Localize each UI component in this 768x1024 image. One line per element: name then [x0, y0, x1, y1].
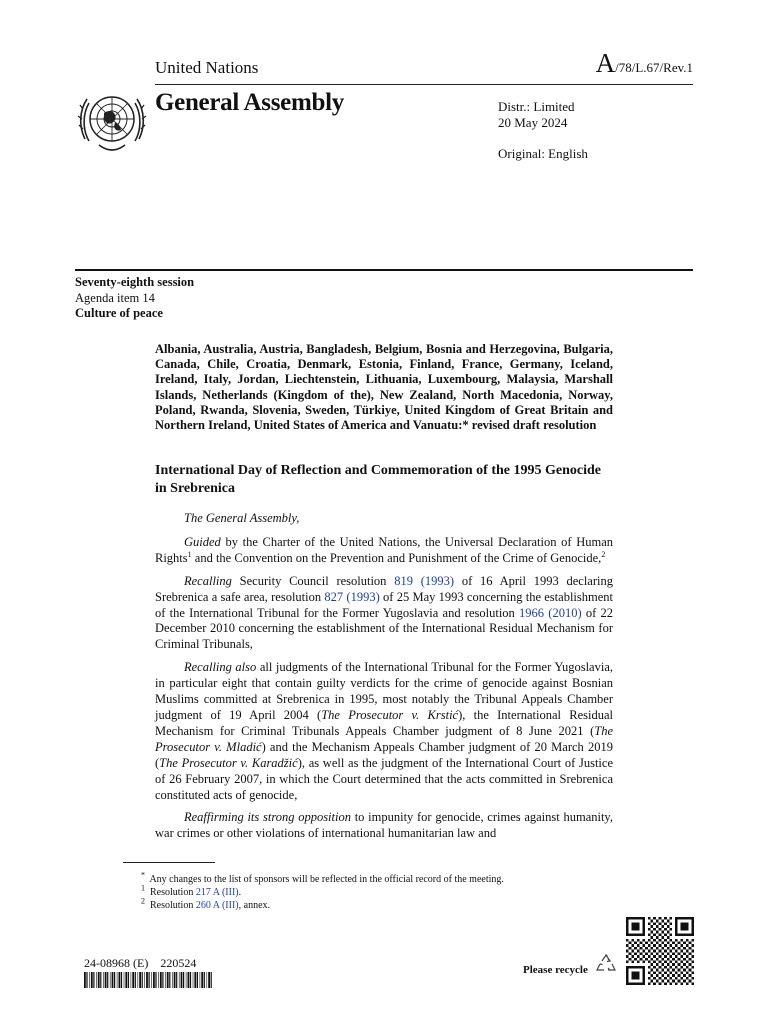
recycle-icon: [594, 952, 618, 978]
job-number: [84, 956, 196, 971]
qr-code-icon[interactable]: [626, 916, 694, 986]
footnote-star: [141, 870, 601, 886]
footnote-ref[interactable]: 1: [187, 549, 192, 559]
footnote-mark: *: [141, 870, 145, 880]
paragraph-text: by the Charter of the United Nations, the Universal Declaration of Human Rights: [155, 534, 613, 565]
footnote-link-260[interactable]: 260 A (III): [195, 900, 239, 911]
case-name: The Prosecutor v. Krstić: [321, 707, 459, 722]
original-language: Original: English: [498, 146, 588, 161]
footnote-text: , annex.: [238, 900, 271, 911]
footnote-text: .: [238, 887, 242, 898]
paragraph-text: ), as well as the judgment of the International Court of Justice of 26 February 2007, in which the Court determined that the acts committed in Srebrenica constituted acts of genocide,: [155, 755, 613, 802]
paragraph-lead: Recalling: [184, 573, 232, 588]
resolution-link-819[interactable]: 819 (1993): [394, 573, 455, 588]
distribution-block: [498, 99, 588, 162]
paragraph-text: and the Convention on the Prevention and Punishment of the Crime of Genocide,: [191, 550, 602, 565]
paragraph-text: ), the International Residual Mechanism for Criminal Tribunals Appeals Chamber judgment of 8 June 2021 (: [155, 707, 613, 738]
paragraph-guided: [155, 535, 613, 567]
resolution-link-827[interactable]: 827 (1993): [324, 589, 380, 604]
agenda-topic: Culture of peace: [75, 306, 163, 320]
paragraph-recalling-also: [155, 660, 613, 803]
session-block: [75, 275, 194, 322]
footnote-1: [141, 883, 601, 899]
job-number-text: 24-08968 (E): [84, 956, 149, 970]
footnote-2: [141, 896, 601, 912]
footnote-link-217[interactable]: 217 A (III): [195, 887, 239, 898]
distribution-status: Distr.: Limited: [498, 99, 575, 114]
barcode-icon: [84, 972, 212, 988]
un-emblem-icon: [77, 89, 147, 155]
symbol-prefix: A: [595, 48, 616, 78]
paragraph-lead: Recalling also: [184, 660, 257, 675]
footnote-ref[interactable]: 2: [601, 549, 606, 559]
paragraph-intro: [155, 511, 613, 527]
agenda-item: Agenda item 14: [75, 290, 155, 305]
document-date: 20 May 2024: [498, 115, 568, 130]
paragraph-reaffirming: [155, 810, 613, 842]
paragraph-lead: Guided: [184, 534, 221, 549]
intro-text: The General Assembly,: [184, 511, 300, 525]
job-date: 220524: [160, 956, 197, 970]
footnote-rule: [123, 862, 215, 863]
session-name: Seventy-eighth session: [75, 275, 195, 289]
paragraph-text: ) and the Mechanism Appeals Chamber judgment of 20 March 2019 (: [155, 739, 613, 770]
header-rule: [155, 84, 693, 85]
footnote-text: Any changes to the list of sponsors will be reflected in the official record of the meeting.: [149, 874, 504, 885]
case-name: The Prosecutor v. Karadžić: [159, 755, 298, 770]
footnotes: [141, 870, 601, 912]
paragraph-text: all judgments of the International Tribunal for the Former Yugoslavia, in particular eight that contain guilty verdicts for the crime of genocide against Bosnian Muslims committed at Srebrenica in 1995, most notably the Tribunal Appeals Chamber judgment of 19 April 2004 (: [155, 660, 613, 722]
footnote-text: Resolution: [150, 887, 196, 898]
resolution-title: International Day of Reflection and Commemoration of the 1995 Genocide in Srebrenica: [155, 463, 602, 496]
organization-name: United Nations: [155, 58, 259, 77]
footnote-mark: 1: [141, 883, 145, 893]
paragraph-text: of 16 April 1993 declaring Srebrenica a safe area, resolution: [155, 573, 613, 604]
footnote-mark: 2: [141, 896, 145, 906]
section-rule: [75, 269, 693, 271]
case-name: The Prosecutor v. Mladić: [155, 723, 613, 754]
recycle-label: Please recycle: [523, 964, 588, 976]
paragraph-text: of 25 May 1993 concerning the establishment of the International Tribunal for the Former Yugoslavia and resolution: [155, 589, 613, 620]
paragraph-text: to impunity for genocide, crimes against humanity, war crimes or other violations of international humanitarian law and: [155, 810, 613, 841]
paragraph-text: of 22 December 2010 concerning the establishment of the International Residual Mechanism for Criminal Tribunals,: [155, 605, 613, 652]
paragraph-text: Security Council resolution: [231, 573, 395, 588]
sponsors-list: Albania, Australia, Austria, Bangladesh, Belgium, Bosnia and Herzegovina, Bulgaria, Canada, Chile, Croatia, Denmark, Estonia, Finland, France, Germany, Iceland, Ireland, Italy, Jordan, Liechtenstein, Lithuania, Luxembourg, Malaysia, Marshall Islands, Netherlands (Kingdom of the), New Zealand, North Macedonia, Norway, Poland, Rwanda, Slovenia, Sweden, Türkiye, United Kingdom of Great Britain and Northern Ireland, United States of America and Vanuatu:* revised draft resolution: [155, 342, 613, 433]
footnote-text: Resolution: [150, 900, 196, 911]
resolution-body: [155, 511, 613, 849]
paragraph-lead: Reaffirming its strong opposition: [184, 810, 351, 825]
symbol-suffix: /78/L.67/Rev.1: [615, 60, 693, 75]
document-symbol: [596, 50, 693, 77]
page-title: General Assembly: [155, 89, 344, 116]
paragraph-recalling: [155, 574, 613, 654]
resolution-link-1966[interactable]: 1966 (2010): [519, 605, 582, 620]
